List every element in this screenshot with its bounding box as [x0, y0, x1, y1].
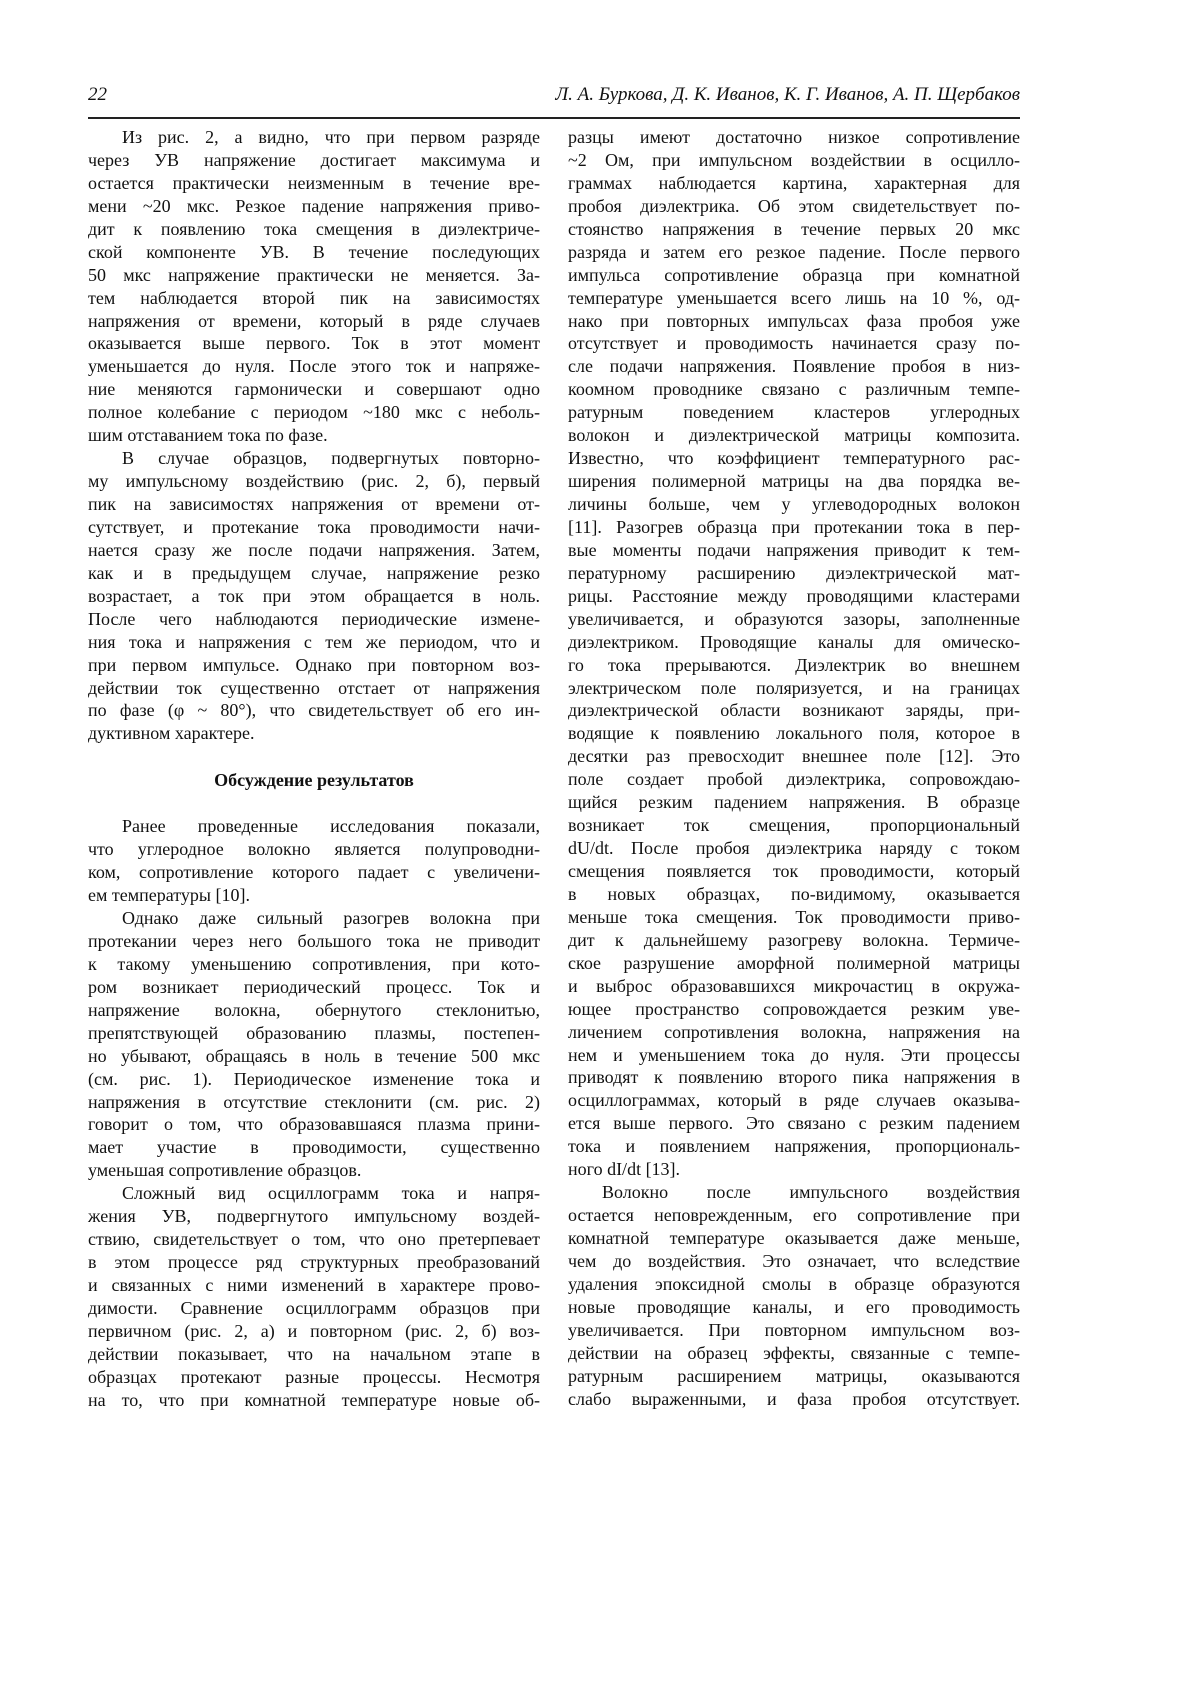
- text-line: рицы. Расстояние между проводящими кластерами: [568, 585, 1020, 608]
- text-line: удаления эпоксидной смолы в образце образуются: [568, 1273, 1020, 1296]
- text-line: к такому уменьшению сопротивления, при кото-: [88, 953, 540, 976]
- text-line: тока и появлением напряжения, пропорциональ-: [568, 1135, 1020, 1158]
- text-line: коомном проводнике связано с различным темпе-: [568, 378, 1020, 401]
- text-line: dU/dt. После пробоя диэлектрика наряду с током: [568, 837, 1020, 860]
- text-line: десятки раз превосходит внешнее поле [12]. Это: [568, 745, 1020, 768]
- text-line: возрастает, а ток при этом обращается в ноль.: [88, 585, 540, 608]
- text-line: пик на зависимостях напряжения от времени от-: [88, 493, 540, 516]
- text-line: поле создает пробой диэлектрика, сопровождаю-: [568, 768, 1020, 791]
- text-line: диэлектриком. Проводящие каналы для омическо-: [568, 631, 1020, 654]
- text-line: напряжения в отсутствие стеклонити (см. рис. 2): [88, 1091, 540, 1114]
- text-line: новые проводящие каналы, и его проводимость: [568, 1296, 1020, 1319]
- text-line: му импульсному воздействию (рис. 2, б), первый: [88, 470, 540, 493]
- text-line: ется выше первого. Это связано с резким падением: [568, 1112, 1020, 1135]
- text-line: пробоя диэлектрика. Об этом свидетельствует по-: [568, 195, 1020, 218]
- text-line: увеличивается, и образуются зазоры, заполненные: [568, 608, 1020, 631]
- text-line: через УВ напряжение достигает максимума и: [88, 149, 540, 172]
- text-line: действии ток существенно отстает от напряжения: [88, 677, 540, 700]
- text-line: го тока прерываются. Диэлектрик во внешнем: [568, 654, 1020, 677]
- section-heading: Обсуждение результатов: [88, 769, 540, 792]
- text-line: нако при повторных импульсах фаза пробоя уже: [568, 310, 1020, 333]
- paragraph: [568, 126, 1020, 1181]
- text-line: напряжения от времени, который в ряде случаев: [88, 310, 540, 333]
- page-number: 22: [88, 84, 107, 106]
- text-line: электрическом поле поляризуется, и на границах: [568, 677, 1020, 700]
- text-line: граммах наблюдается картина, характерная для: [568, 172, 1020, 195]
- left-column: [88, 126, 540, 1412]
- text-line: оказывается выше первого. Ток в этот момент: [88, 332, 540, 355]
- text-line: разряда и затем его резкое падение. После первого: [568, 241, 1020, 264]
- text-line: дуктивном характере.: [88, 722, 540, 745]
- text-line: нается сразу же после подачи напряжения. Затем,: [88, 539, 540, 562]
- text-line: пературному расширению диэлектрической мат-: [568, 562, 1020, 585]
- text-line: ем температуры [10].: [88, 884, 540, 907]
- text-line: диэлектрической области возникают заряды, при-: [568, 699, 1020, 722]
- text-line: Из рис. 2, а видно, что при первом разряде: [88, 126, 540, 149]
- text-line: ния тока и напряжения с тем же периодом, что и: [88, 631, 540, 654]
- text-line: шим отставанием тока по фазе.: [88, 424, 540, 447]
- text-line: [11]. Разогрев образца при протекании тока в пер-: [568, 516, 1020, 539]
- text-line: разцы имеют достаточно низкое сопротивление: [568, 126, 1020, 149]
- text-line: (см. рис. 1). Периодическое изменение тока и: [88, 1068, 540, 1091]
- text-line: ратурным поведением кластеров углеродных: [568, 401, 1020, 424]
- text-line: нем и уменьшением тока до нуля. Эти процессы: [568, 1044, 1020, 1067]
- text-line: сутствует, и протекание тока проводимости начи-: [88, 516, 540, 539]
- text-line: действии показывает, что на начальном этапе в: [88, 1343, 540, 1366]
- text-line: мени ~20 мкс. Резкое падение напряжения приво-: [88, 195, 540, 218]
- text-line: уменьшая сопротивление образцов.: [88, 1159, 540, 1182]
- text-line: полное колебание с периодом ~180 мкс с неболь-: [88, 401, 540, 424]
- paragraph: [88, 447, 540, 745]
- text-line: напряжение волокна, обернутого стеклонитью,: [88, 999, 540, 1022]
- text-line: ратурным расширением матрицы, оказываются: [568, 1365, 1020, 1388]
- text-line: личины больше, чем у углеводородных волокон: [568, 493, 1020, 516]
- text-line: После чего наблюдаются периодические измене-: [88, 608, 540, 631]
- text-line: действии на образец эффекты, связанные с темпе-: [568, 1342, 1020, 1365]
- text-line: препятствующей образованию плазмы, постепен-: [88, 1022, 540, 1045]
- text-line: образцах протекают разные процессы. Несмотря: [88, 1366, 540, 1389]
- text-line: при первом импульсе. Однако при повторном воз-: [88, 654, 540, 677]
- text-line: дит к появлению тока смещения в диэлектриче-: [88, 218, 540, 241]
- text-line: ское разрушение аморфной полимерной матрицы: [568, 952, 1020, 975]
- right-column: [568, 126, 1020, 1411]
- text-line: ширения полимерной матрицы на два порядка ве-: [568, 470, 1020, 493]
- text-line: протекании через него большого тока не приводит: [88, 930, 540, 953]
- text-line: как и в предыдущем случае, напряжение резко: [88, 562, 540, 585]
- running-header: [88, 84, 1020, 108]
- text-line: Сложный вид осциллограмм тока и напря-: [88, 1182, 540, 1205]
- text-line: первичном (рис. 2, а) и повторном (рис. 2, б) воз-: [88, 1320, 540, 1343]
- text-line: в новых образцах, по-видимому, оказывается: [568, 883, 1020, 906]
- text-line: и выброс образовавшихся микрочастиц в окружа-: [568, 975, 1020, 998]
- text-line: остается неповрежденным, его сопротивление при: [568, 1204, 1020, 1227]
- text-line: водящие к появлению локального поля, которое в: [568, 722, 1020, 745]
- text-line: ской компоненте УВ. В течение последующих: [88, 241, 540, 264]
- running-header-authors: Л. А. Буркова, Д. К. Иванов, К. Г. Иванов, А. П. Щербаков: [555, 84, 1020, 106]
- text-line: слабо выраженными, и фаза пробоя отсутствует.: [568, 1388, 1020, 1411]
- text-line: ствию, свидетельствует о том, что оно претерпевает: [88, 1228, 540, 1251]
- text-line: ние меняются гармонически и совершают одно: [88, 378, 540, 401]
- text-line: щийся резким падением напряжения. В образце: [568, 791, 1020, 814]
- text-line: Однако даже сильный разогрев волокна при: [88, 907, 540, 930]
- text-line: приводят к появлению второго пика напряжения в: [568, 1066, 1020, 1089]
- text-line: говорит о том, что образовавшаяся плазма прини-: [88, 1113, 540, 1136]
- text-line: и связанных с ними изменений в характере прово-: [88, 1274, 540, 1297]
- paragraph: [88, 907, 540, 1182]
- text-line: возникает ток смещения, пропорциональный: [568, 814, 1020, 837]
- text-line: мает участие в проводимости, существенно: [88, 1136, 540, 1159]
- text-line: по фазе (φ ~ 80°), что свидетельствует об его ин-: [88, 699, 540, 722]
- text-line: сле подачи напряжения. Появление пробоя в низ-: [568, 355, 1020, 378]
- text-line: меньше тока смещения. Ток проводимости приво-: [568, 906, 1020, 929]
- text-line: смещения появляется ток проводимости, который: [568, 860, 1020, 883]
- paragraph: [88, 815, 540, 907]
- text-line: температуре уменьшается всего лишь на 10 %, од-: [568, 287, 1020, 310]
- text-line: ~2 Ом, при импульсном воздействии в осцилло-: [568, 149, 1020, 172]
- text-line: вые моменты подачи напряжения приводит к тем-: [568, 539, 1020, 562]
- text-line: волокон и диэлектрической матрицы композита.: [568, 424, 1020, 447]
- text-line: уменьшается до нуля. После этого ток и напряже-: [88, 355, 540, 378]
- text-line: Ранее проведенные исследования показали,: [88, 815, 540, 838]
- text-line: 50 мкс напряжение практически не меняется. За-: [88, 264, 540, 287]
- text-line: но убывают, обращаясь в ноль в течение 500 мкс: [88, 1045, 540, 1068]
- text-line: тем наблюдается второй пик на зависимостях: [88, 287, 540, 310]
- header-rule: [88, 117, 1020, 119]
- text-line: Волокно после импульсного воздействия: [568, 1181, 1020, 1204]
- text-line: ром возникает периодический процесс. Ток и: [88, 976, 540, 999]
- paragraph: [88, 1182, 540, 1411]
- text-line: чем до воздействия. Это означает, что вследствие: [568, 1250, 1020, 1273]
- text-line: стоянство напряжения в течение первых 20 мкс: [568, 218, 1020, 241]
- text-line: увеличивается. При повторном импульсном воз-: [568, 1319, 1020, 1342]
- paragraph: [568, 1181, 1020, 1410]
- text-line: димости. Сравнение осциллограмм образцов при: [88, 1297, 540, 1320]
- text-line: жения УВ, подвергнутого импульсному воздей-: [88, 1205, 540, 1228]
- text-line: на то, что при комнатной температуре новые об-: [88, 1389, 540, 1412]
- text-line: ного dI/dt [13].: [568, 1158, 1020, 1181]
- text-line: остается практически неизменным в течение вре-: [88, 172, 540, 195]
- text-line: в этом процессе ряд структурных преобразований: [88, 1251, 540, 1274]
- text-line: что углеродное волокно является полупроводни-: [88, 838, 540, 861]
- paragraph: [88, 126, 540, 447]
- text-line: В случае образцов, подвергнутых повторно-: [88, 447, 540, 470]
- text-line: Известно, что коэффициент температурного рас-: [568, 447, 1020, 470]
- text-line: осциллограммах, который в ряде случаев оказыва-: [568, 1089, 1020, 1112]
- text-line: ком, сопротивление которого падает с увеличени-: [88, 861, 540, 884]
- text-line: импульса сопротивление образца при комнатной: [568, 264, 1020, 287]
- text-line: ющее пространство сопровождается резким уве-: [568, 998, 1020, 1021]
- text-line: отсутствует и проводимость начинается сразу по-: [568, 332, 1020, 355]
- text-line: личением сопротивления волокна, напряжения на: [568, 1021, 1020, 1044]
- text-line: дит к дальнейшему разогреву волокна. Термиче-: [568, 929, 1020, 952]
- text-line: комнатной температуре оказывается даже меньше,: [568, 1227, 1020, 1250]
